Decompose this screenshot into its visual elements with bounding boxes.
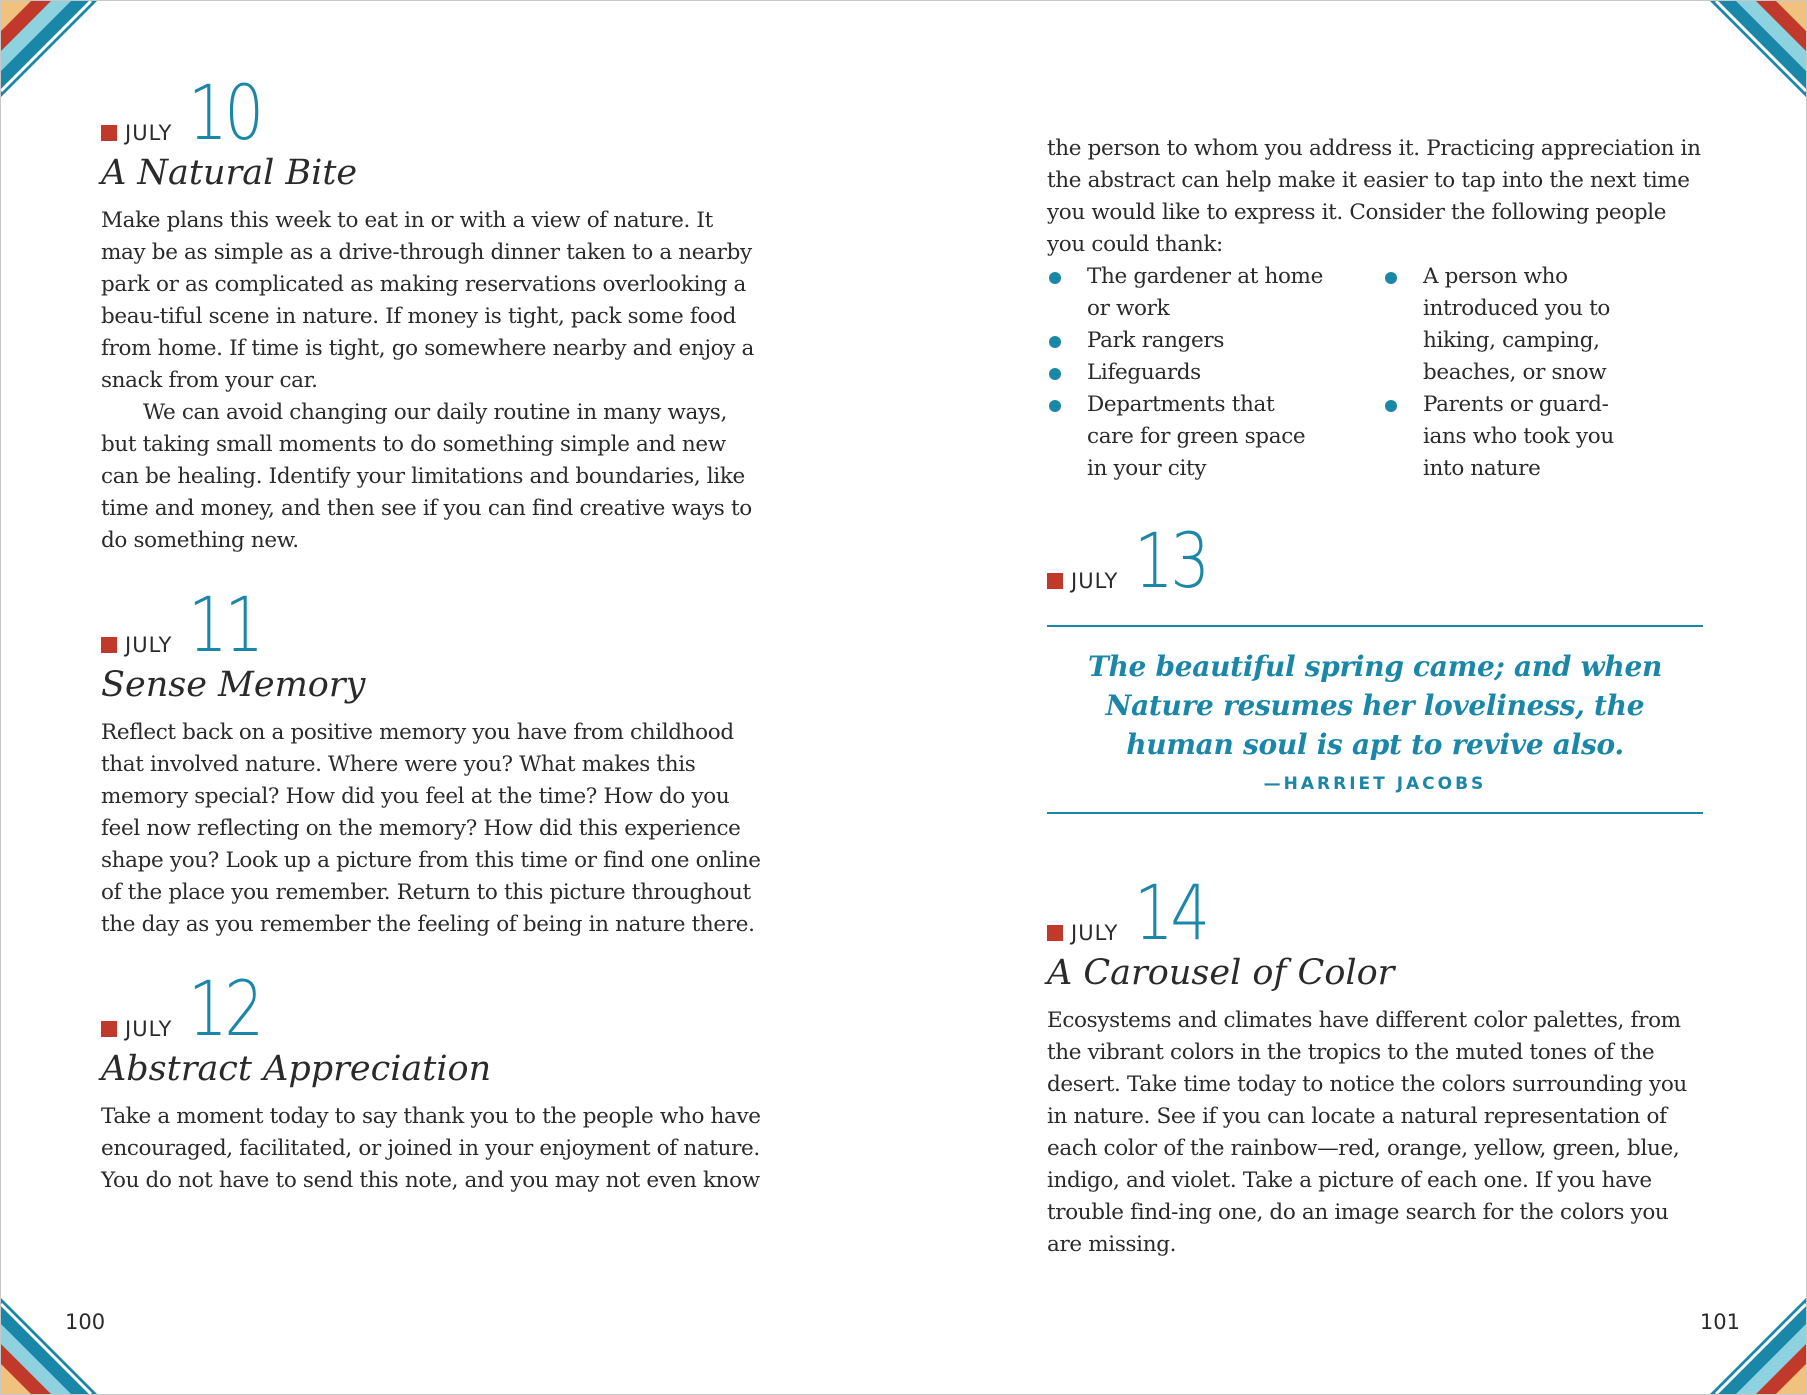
quote-block — [1047, 625, 1703, 814]
bullet-column — [1047, 261, 1383, 485]
list-item: Lifeguards — [1047, 357, 1383, 389]
entry-july-14 — [1047, 868, 1707, 1261]
quote-text: The beautiful spring came; and when Nature resumes her loveliness, the human soul is apt to revive also. — [1087, 650, 1663, 761]
entry-day: 11 — [188, 580, 262, 669]
list-item: Park rangers — [1047, 325, 1383, 357]
entry-july-10 — [101, 68, 761, 557]
red-marker-icon — [101, 637, 117, 653]
corner-ornament-icon — [1, 1, 97, 97]
entry-month: JULY — [125, 633, 173, 657]
entry-date — [1047, 516, 1707, 605]
entry-day: 14 — [1134, 868, 1208, 957]
page-number: 101 — [1699, 1310, 1740, 1334]
entry-date — [101, 580, 761, 669]
entry-day: 12 — [188, 964, 262, 1053]
entry-month: JULY — [125, 1017, 173, 1041]
entry-title: A Carousel of Color — [1047, 953, 1395, 993]
bullet-icon — [1049, 336, 1061, 348]
entry-july-12 — [101, 964, 761, 1197]
red-marker-icon — [1047, 573, 1063, 589]
corner-ornament-icon — [1710, 1, 1806, 97]
continuation-paragraph: the person to whom you address it. Practicing appreciation in the abstract can help make it easier to tap into the next time you would like to express it. Consider the following people you could thank: — [1047, 136, 1701, 257]
entry-title: A Natural Bite — [101, 153, 358, 193]
entry-title: Abstract Appreciation — [101, 1049, 492, 1089]
bullet-list — [1047, 261, 1719, 485]
entry-date — [1047, 868, 1707, 957]
quote-author: —HARRIET JACOBS — [1263, 774, 1487, 794]
entry-date — [101, 68, 761, 157]
red-marker-icon — [101, 1021, 117, 1037]
entry-title: Sense Memory — [101, 665, 366, 705]
entry-paragraph: Reflect back on a positive memory you have from childhood that involved nature. Where were you? What makes this memory special? How did you feel at the time? How do you feel now reflecting on the memory? How did this experience shape you? Look up a picture from this time or find one online of the place you remember. Return to this picture throughout the day as you remember the feeling of being in nature there. — [101, 720, 761, 937]
list-item: The gardener at home or work — [1047, 261, 1383, 325]
entry-july-11 — [101, 580, 761, 941]
entry-month: JULY — [125, 121, 173, 145]
entry-month: JULY — [1071, 569, 1119, 593]
entry-paragraph: Take a moment today to say thank you to the people who have encouraged, facilitated, or joined in your enjoyment of nature. You do not have to send this note, and you may not even know — [101, 1104, 761, 1193]
bullet-icon — [1049, 400, 1061, 412]
list-item: Parents or guard-ians who took you into nature — [1383, 389, 1719, 485]
red-marker-icon — [1047, 925, 1063, 941]
list-item: Departments that care for green space in your city — [1047, 389, 1383, 485]
entry-paragraph: We can avoid changing our daily routine in many ways, but taking small moments to do something simple and new can be healing. Identify your limitations and boundaries, like time and money, and then see if you can find creative ways to do something new. — [101, 400, 752, 553]
red-marker-icon — [101, 125, 117, 141]
entry-month: JULY — [1071, 921, 1119, 945]
list-item: A person who introduced you to hiking, camping, beaches, or snow — [1383, 261, 1719, 389]
entry-day: 10 — [188, 68, 262, 157]
entry-date — [101, 964, 761, 1053]
entry-paragraph: Ecosystems and climates have different color palettes, from the vibrant colors in the tropics to the muted tones of the desert. Take time today to notice the colors surrounding you in nature. See if you can locate a natural representation of each color of the rainbow—red, orange, yellow, green, blue, indigo, and violet. Take a picture of each one. If you have trouble find-ing one, do an image search for the colors you are missing. — [1047, 1008, 1687, 1257]
entry-paragraph: Make plans this week to eat in or with a view of nature. It may be as simple as a drive-through dinner taken to a nearby park or as complicated as making reservations overlooking a beau-tiful scene in nature. If money is tight, pack some food from home. If time is tight, go somewhere nearby and enjoy a snack from your car. — [101, 208, 754, 393]
bullet-column — [1383, 261, 1719, 485]
bullet-icon — [1385, 272, 1397, 284]
bullet-icon — [1049, 368, 1061, 380]
bullet-icon — [1385, 400, 1397, 412]
entry-day: 13 — [1134, 516, 1208, 605]
entry-july-13 — [1047, 516, 1707, 814]
bullet-icon — [1049, 272, 1061, 284]
page-number: 100 — [65, 1310, 106, 1334]
